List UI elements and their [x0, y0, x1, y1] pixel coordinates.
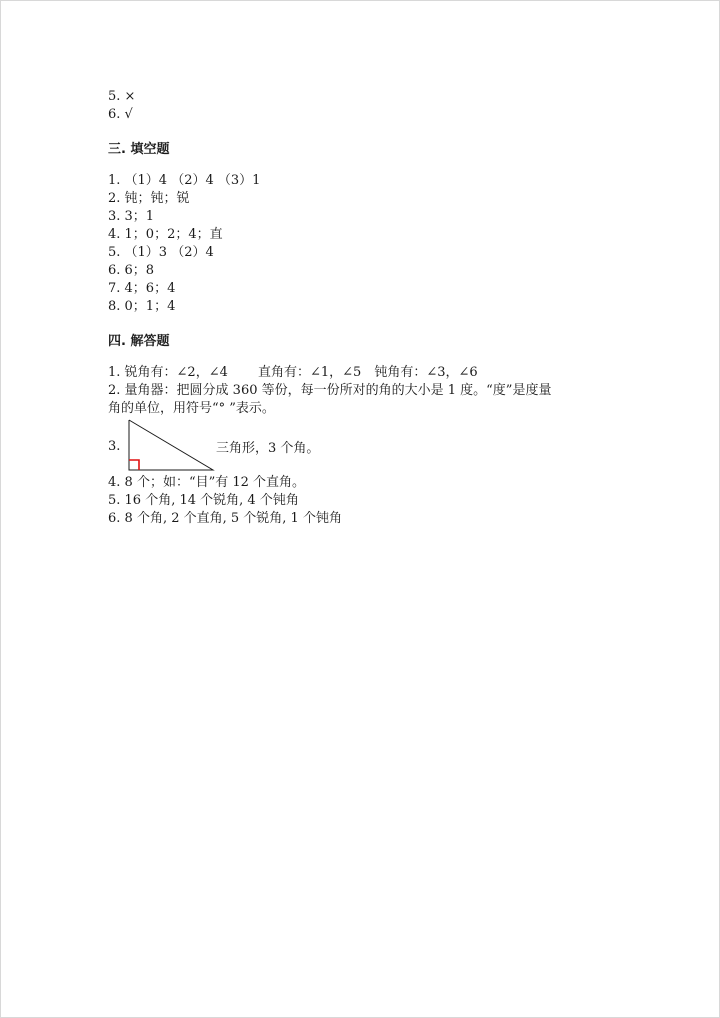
answer-3-1: 1. （1）4 （2）4 （3）1 — [108, 173, 261, 188]
section-4-title: 四. 解答题 — [108, 334, 170, 349]
answer-3-6: 6. 6；8 — [108, 263, 155, 278]
answer-4-2-line1: 2. 量角器：把圆分成 360 等份，每一份所对的角的大小是 1 度。“度”是度量 — [108, 383, 552, 398]
section-3-title: 三. 填空题 — [108, 142, 170, 157]
answer-4-1: 1. 锐角有：∠2，∠4 直角有：∠1，∠5 钝角有：∠3，∠6 — [108, 365, 478, 380]
answer-3-5: 5. （1）3 （2）4 — [108, 245, 214, 260]
answer-3-4: 4. 1；0；2；4；直 — [108, 227, 223, 242]
triangle-outline — [129, 420, 213, 470]
answer-3-8: 8. 0；1；4 — [108, 299, 176, 314]
answer-2-6: 6. √ — [108, 107, 133, 122]
answer-3-3: 3. 3；1 — [108, 209, 155, 224]
answer-4-3 — [108, 418, 628, 474]
answer-3-2: 2. 钝；钝；锐 — [108, 191, 190, 206]
answer-4-3-number: 3. — [108, 438, 121, 454]
right-angle-marker — [129, 460, 139, 470]
right-triangle-figure — [126, 418, 216, 474]
answer-4-4: 4. 8 个；如：“目”有 12 个直角。 — [108, 475, 306, 490]
answer-3-7: 7. 4；6；4 — [108, 281, 176, 296]
answer-4-5: 5. 16 个角, 14 个锐角, 4 个钝角 — [108, 493, 299, 508]
answer-4-3-text: 三角形，3 个角。 — [216, 440, 320, 456]
answer-2-5: 5. × — [108, 89, 136, 104]
answer-sheet — [108, 88, 628, 528]
answer-4-6: 6. 8 个角, 2 个直角, 5 个锐角, 1 个钝角 — [108, 511, 342, 526]
answer-4-2-line2: 角的单位，用符号“° ”表示。 — [108, 401, 275, 416]
